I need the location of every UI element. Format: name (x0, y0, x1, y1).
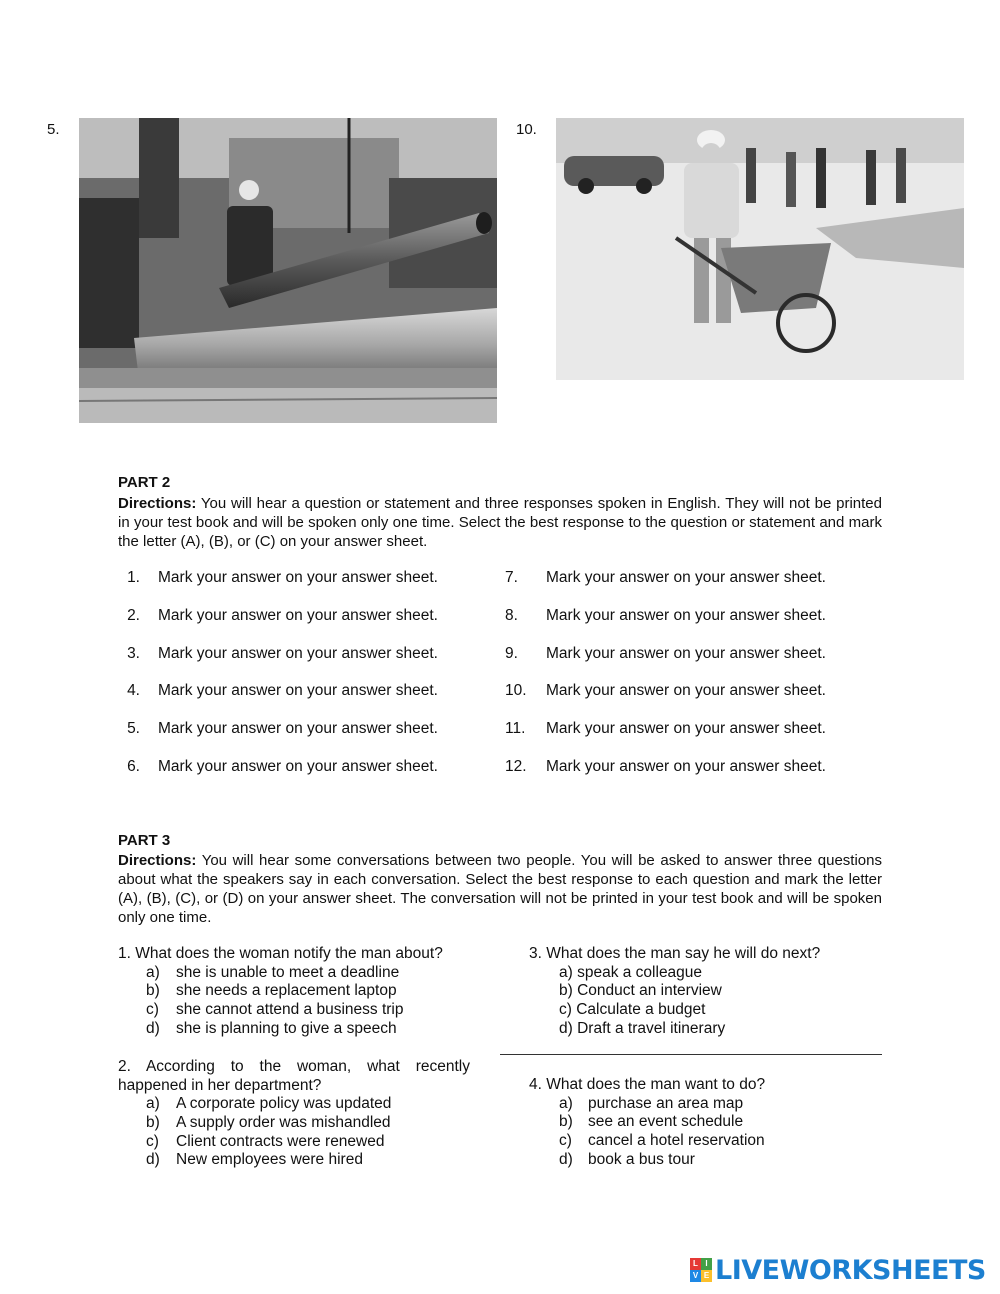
option-text: purchase an area map (588, 1094, 744, 1112)
item-number: 8. (505, 607, 518, 624)
question-4-option-b[interactable] (529, 1113, 889, 1132)
option-text: A supply order was mishandled (176, 1114, 391, 1132)
item-number: 6. (127, 758, 140, 775)
item-text: Mark your answer on your answer sheet. (546, 758, 826, 775)
question-4-option-c[interactable] (529, 1132, 889, 1151)
question-1-stem: 1. What does the woman notify the man about? (118, 945, 443, 962)
item-number: 9. (505, 645, 518, 662)
item-text: Mark your answer on your answer sheet. (158, 569, 438, 586)
option-letter: c) (559, 1132, 572, 1150)
item-text: Mark your answer on your answer sheet. (158, 645, 438, 662)
option-letter: d) (559, 1150, 573, 1168)
item-number: 5. (127, 720, 140, 737)
item-number: 1. (127, 569, 140, 586)
question-1 (118, 945, 478, 1038)
option-text: she needs a replacement laptop (176, 982, 397, 1000)
list-item (505, 569, 826, 587)
item-number: 3. (127, 645, 140, 662)
logo-text: LIVEWORKSHEETS (715, 1254, 986, 1286)
list-item (118, 720, 438, 738)
option-text: Client contracts were renewed (176, 1132, 385, 1150)
item-number: 4. (127, 682, 140, 699)
wheelbarrow-illustration (556, 118, 964, 380)
wheelbarrow-photo (556, 118, 964, 380)
part2-directions (118, 494, 882, 551)
list-item (118, 682, 438, 700)
option-letter: a) (559, 1094, 573, 1112)
option-text: she cannot attend a business trip (176, 1001, 404, 1019)
option-letter: c) (146, 1132, 159, 1150)
logo-mark-letter: E (701, 1270, 712, 1282)
option-letter: a) (146, 963, 160, 981)
part3-directions (118, 851, 882, 927)
question-2-stem-line1: 2. According to the woman, what recently (118, 1058, 470, 1075)
item-text: Mark your answer on your answer sheet. (158, 720, 438, 737)
item-text: Mark your answer on your answer sheet. (546, 569, 826, 586)
list-item (118, 569, 438, 587)
option-text: cancel a hotel reservation (588, 1132, 765, 1150)
question-3-option-b[interactable] (529, 982, 889, 1001)
part2-title: PART 2 (118, 474, 171, 491)
list-item (118, 607, 438, 625)
item-text: Mark your answer on your answer sheet. (546, 720, 826, 737)
question-1-option-d[interactable] (118, 1020, 478, 1039)
question-4 (529, 1076, 889, 1169)
option-text: see an event schedule (588, 1113, 744, 1131)
option-text: d) Draft a travel itinerary (559, 1019, 726, 1037)
part3-directions-text: You will hear some conversations between two people. You will be asked to answer three questions about what the speakers say in each conversation. Select the best response to each question and mark the letter (A), (B), (C), or (D) on your answer sheet. The conversation will not be printed in your test book and will be spoken only one time. (118, 852, 882, 926)
part3-title: PART 3 (118, 832, 171, 849)
option-text: book a bus tour (588, 1150, 695, 1168)
option-text: c) Calculate a budget (559, 1001, 706, 1019)
question-4-option-a[interactable] (529, 1095, 889, 1114)
option-text: b) Conduct an interview (559, 982, 722, 1000)
question-3-option-d[interactable] (529, 1020, 889, 1039)
divider (500, 1054, 882, 1055)
option-letter: a) (146, 1095, 160, 1113)
part3-directions-label: Directions: (118, 852, 197, 869)
question-2-stem-line2: happened in her department? (118, 1076, 322, 1094)
item-text: Mark your answer on your answer sheet. (158, 682, 438, 699)
item-number: 10. (505, 682, 527, 699)
list-item (118, 758, 438, 776)
item-text: Mark your answer on your answer sheet. (546, 682, 826, 699)
logo-mark-letter: V (690, 1270, 701, 1282)
question-4-stem: 4. What does the man want to do? (529, 1076, 766, 1093)
item-text: Mark your answer on your answer sheet. (546, 607, 826, 624)
option-letter: b) (559, 1113, 573, 1131)
liveworksheets-logo[interactable] (690, 1254, 986, 1286)
question-2 (118, 1058, 470, 1170)
question-4-option-d[interactable] (529, 1151, 889, 1170)
option-text: A corporate policy was updated (176, 1095, 392, 1113)
factory-pipe-illustration (79, 118, 497, 423)
question-1-option-c[interactable] (118, 1001, 478, 1020)
item-number: 12. (505, 758, 527, 775)
list-item (505, 607, 826, 625)
option-letter: d) (146, 1019, 160, 1037)
list-item (505, 720, 826, 738)
list-item (505, 682, 826, 700)
question-3 (529, 945, 889, 1038)
photo-number-5: 5. (47, 121, 60, 138)
list-item (505, 645, 826, 663)
option-letter: b) (146, 1114, 160, 1132)
question-3-stem: 3. What does the man say he will do next? (529, 945, 821, 962)
item-text: Mark your answer on your answer sheet. (158, 758, 438, 775)
question-1-option-b[interactable] (118, 982, 478, 1001)
item-text: Mark your answer on your answer sheet. (158, 607, 438, 624)
question-1-option-a[interactable] (118, 964, 478, 983)
option-letter: c) (146, 1001, 159, 1019)
liveworksheets-logo-icon (690, 1258, 712, 1282)
option-text: she is planning to give a speech (176, 1019, 397, 1037)
list-item (118, 645, 438, 663)
logo-mark-letter: I (701, 1258, 712, 1270)
part2-directions-text: You will hear a question or statement and three responses spoken in English. They will not be printed in your test book and will be spoken only one time. Select the best response to the question or statement and mark the letter (A), (B), or (C) on your answer sheet. (118, 495, 882, 550)
question-2-option-d[interactable] (118, 1151, 470, 1170)
item-number: 2. (127, 607, 140, 624)
option-letter: d) (146, 1151, 160, 1169)
photo-number-10: 10. (516, 121, 537, 138)
question-3-option-c[interactable] (529, 1001, 889, 1020)
question-2-option-c[interactable] (118, 1133, 470, 1152)
option-text: a) speak a colleague (559, 963, 703, 981)
item-text: Mark your answer on your answer sheet. (546, 645, 826, 662)
question-3-option-a[interactable] (529, 964, 889, 983)
list-item (505, 758, 826, 776)
question-2-option-b[interactable] (118, 1114, 470, 1133)
option-text: she is unable to meet a deadline (176, 963, 400, 981)
item-number: 7. (505, 569, 518, 586)
question-2-option-a[interactable] (118, 1095, 470, 1114)
option-text: New employees were hired (176, 1151, 363, 1169)
option-letter: b) (146, 982, 160, 1000)
factory-pipe-photo (79, 118, 497, 423)
item-number: 11. (505, 720, 526, 737)
logo-mark-letter: L (690, 1258, 701, 1270)
part2-directions-label: Directions: (118, 495, 197, 512)
